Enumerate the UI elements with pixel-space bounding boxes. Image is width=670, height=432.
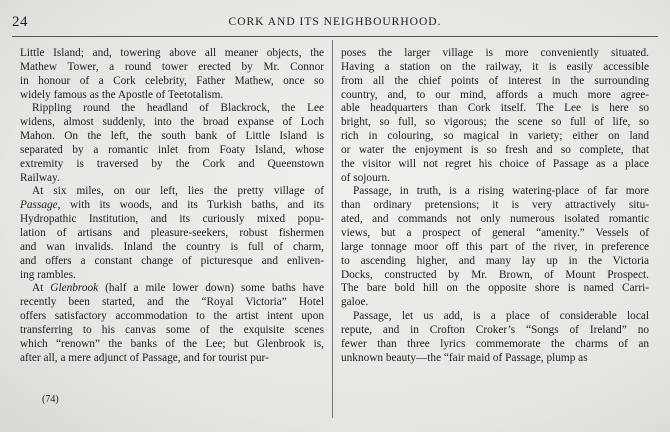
text-line: large tonnage moor off this part of the river, in preference [341,240,649,253]
text-line: country, and, to our mind, affords a much more agree- [341,88,649,101]
text-line: offers satisfactory accommodation to the artist intent upon [20,310,324,323]
text-line: ated, and commands not only numerous isolated romantic [341,213,649,226]
text-line: Mathew Tower, a round tower erected by Mr. Connor [20,60,324,73]
signature-mark: (74) [42,394,59,405]
text-line: Passage, let us add, is a place of considerable local [353,310,649,323]
text-line: rich in colouring, so magical in variety; either on land [341,130,649,143]
header-rule [12,36,658,37]
text-line: At Glenbrook (half a mile lower down) some baths have [32,282,324,295]
text-line: widens, almost suddenly, into the broad expanse of Loch [20,116,324,129]
text-line: galoe. [341,296,369,309]
text-line: Having a station on the railway, it is easily accessible [341,60,649,73]
text-line: Little Island; and, towering above all meaner objects, the [20,47,324,59]
text-line: after all, a mere adjunct of Passage, and for tourist pur- [20,351,269,364]
text-line: views, but a prospect of general “amenity.” Vessels of [341,226,649,239]
text-line: than ordinary pretensions; it is very attractively situ- [341,199,649,212]
text-line: extremity is traversed by the Cork and Queenstown [20,157,324,170]
text-line: Passage, in truth, is a rising watering-place of far more [353,185,649,198]
running-title: CORK AND ITS NEIGHBOURHOOD. [228,16,442,28]
text-line: and offers a constant change of picturesque and enliven- [20,254,324,267]
text-line: recently been started, and the “Royal Victoria” Hotel [20,296,324,309]
text-line: At six miles, on our left, lies the pretty village of [32,185,324,198]
text-line: poses the larger village is more conveniently situated. [341,47,649,59]
text-line: and wan invalids. Inland the country is full of charm, [20,240,324,253]
text-line: able headquarters than Cork itself. The Lee is here so [341,102,649,115]
text-line: repute, and in Crofton Croker’s “Songs of Ireland” no [341,323,649,336]
text-line: ing rambles. [20,268,76,281]
text-line: Docks, constructed by Mr. Brown, of Mount Prospect. [341,268,649,281]
page-header [0,12,670,32]
text-line: unknown beauty—the “fair maid of Passage, plump as [341,351,588,364]
text-line: which “renown” the banks of the Lee; but Glenbrook is, [20,337,324,350]
text-line: Hydropathic Institution, and its curiously mixed popu- [20,213,324,226]
left-column [20,47,324,365]
text-line: Mahon. On the left, the south bank of Little Island is [20,130,324,143]
text-line: or water the enjoyment is so fresh and so complete, that [341,143,649,156]
text-line: of sojourn. [341,171,390,184]
text-line: Rippling round the headland of Blackrock, the Lee [32,102,324,115]
text-line: to ascending higher, and many lay up in the Victoria [341,254,649,267]
page-number: 24 [12,14,28,30]
text-line: the visitor will not regret his choice of Passage as a place [341,157,649,170]
text-line: widely famous as the Apostle of Teetotalism. [20,88,224,101]
text-line: fewer than three lyrics commemorate the charms of an [341,337,649,350]
text-line: The bare bold hill on the opposite shore is named Carri- [341,282,649,295]
text-line: separated by a romantic inlet from Foaty Island, whose [20,143,324,156]
right-column [341,47,649,365]
text-line: transferring to his canvas some of the exquisite scenes [20,323,324,336]
text-line: bright, so full, so vigorous; the scene so full of life, so [341,116,649,129]
text-line: from all the chief points of interest in the surrounding [341,74,649,87]
column-divider [332,40,333,418]
text-line: Passage, with its woods, and its Turkish baths, and its [20,199,324,212]
text-line: in honour of a Cork celebrity, Father Mathew, once so [20,74,324,87]
text-line: Railway. [20,171,60,184]
text-line: lation of artisans and pleasure-seekers, robust fishermen [20,226,324,239]
